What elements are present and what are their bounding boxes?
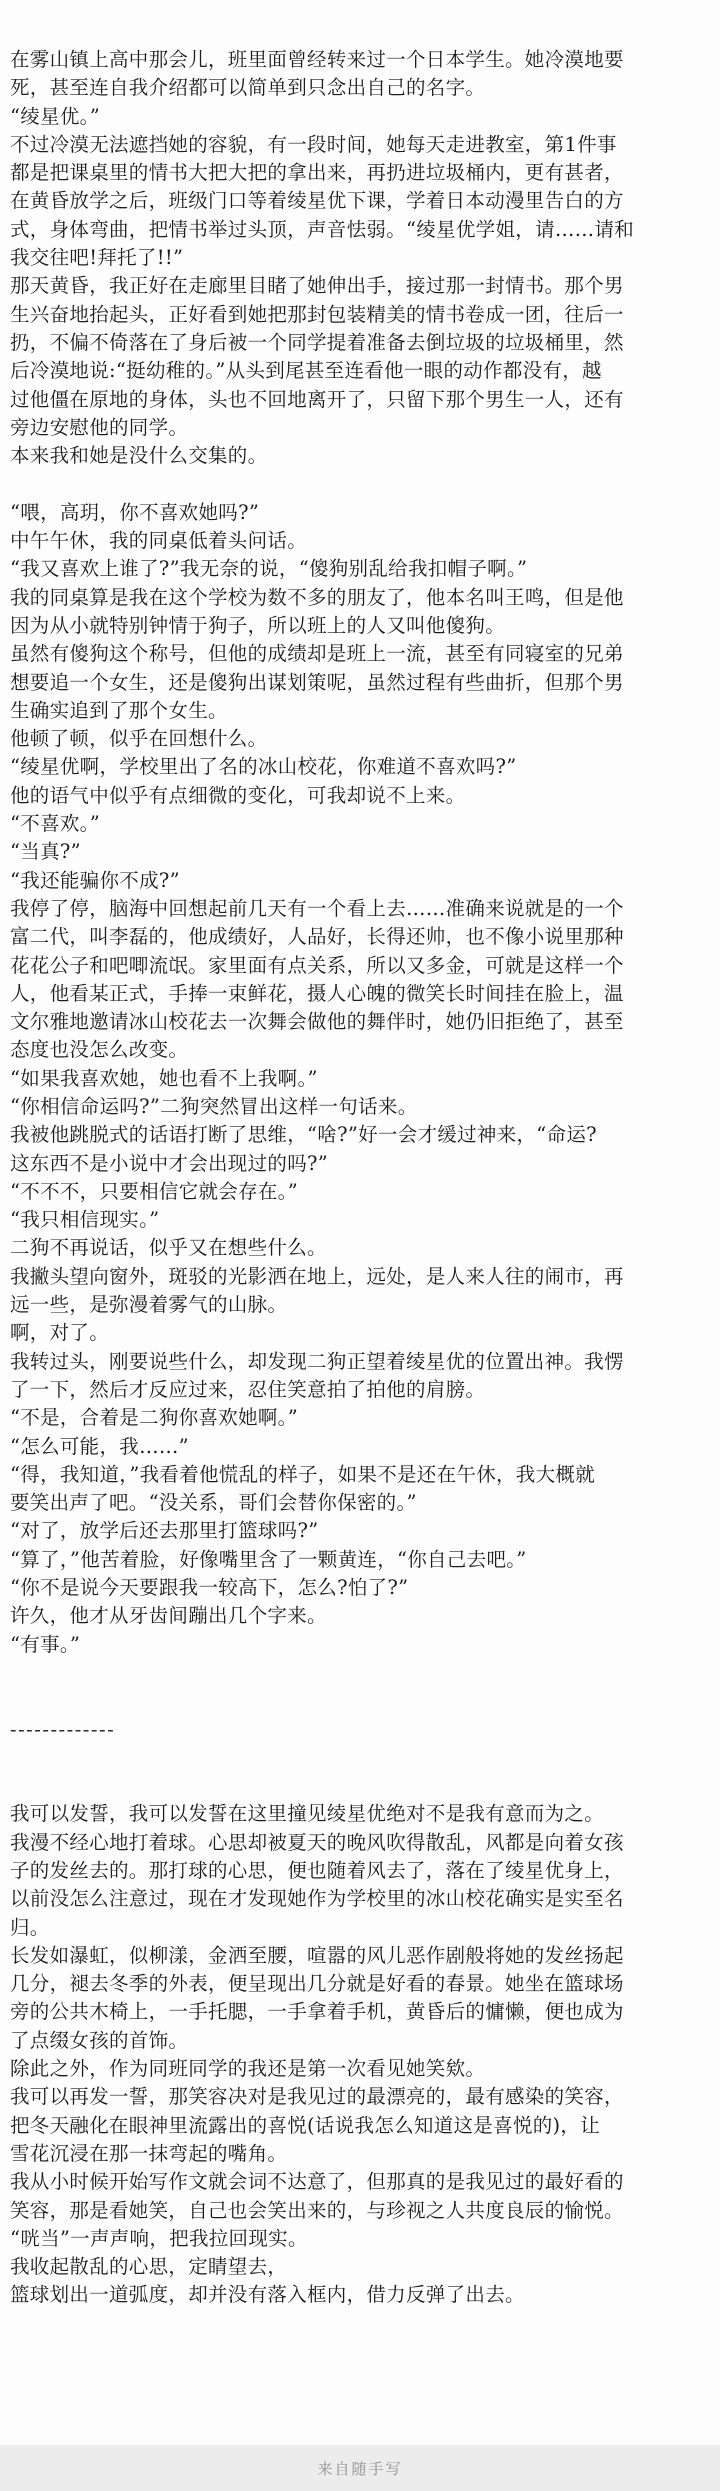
text-line: “不是，合着是二狗你喜欢她啊。” [10,1406,298,1430]
blank-line [10,1772,710,1800]
blank-line [10,470,710,498]
blank-line [10,1659,710,1687]
text-line: 生确实追到了那个女生。 [10,698,228,722]
text-line: 这东西不是小说中才会出现过的吗?” [10,1151,329,1175]
text-line: “不喜欢。” [10,812,100,836]
text-line: 我可以发誓，我可以发誓在这里撞见绫星优绝对不是我有意而为之。 [10,1802,605,1826]
footer-bar [0,2445,720,2491]
text-line: 他顿了顿，似乎在回想什么。 [10,727,268,751]
text-line: “我只相信现实。” [10,1208,160,1232]
text-line: 人，他看某正式，手捧一束鲜花，摄人心魄的微笑长时间挂在脸上，温 [10,981,624,1005]
text-line: 许久，他才从牙齿间蹦出几个字来。 [10,1604,327,1628]
text-line: 二狗不再说话，似乎又在想些什么。 [10,1236,327,1260]
text-line: 几分，褪去冬季的外表，便呈现出几分就是好看的春景。她坐在篮球场 [10,1972,624,1996]
text-line: 在黄昏放学之后，班级门口等着绫星优下课，学着日本动漫里告白的方 [10,189,624,213]
text-line: 远一些，是弥漫着雾气的山脉。 [10,1293,288,1317]
text-line: 中午午休，我的同桌低着头问话。 [10,529,308,553]
text-line: 扔，不偏不倚落在了身后被一个同学提着准备去倒垃圾的垃圾桶里，然 [10,330,624,354]
text-line: 花花公子和吧唧流氓。家里面有点关系，所以又多金，可就是这样一个 [10,953,624,977]
text-line: 旁边安慰他的同学。 [10,415,189,439]
text-line: “怎么可能，我……” [10,1434,189,1458]
text-line: “得，我知道，”我看着他慌乱的样子，如果不是还在午休，我大概就 [10,1462,595,1486]
text-line: “绫星优啊，学校里出了名的冰山校花，你难道不喜欢吗?” [10,755,517,779]
text-line: 想要追一个女生，还是傻狗出谋划策呢，虽然过程有些曲折，但那个男 [10,670,624,694]
text-line: 了一下，然后才反应过来，忍住笑意拍了拍他的肩膀。 [10,1377,486,1401]
text-line: 我收起散乱的心思，定睛望去， [10,2255,288,2279]
text-line: 我转过头，刚要说些什么，却发现二狗正望着绫星优的位置出神。我愣 [10,1349,624,1373]
text-line: “喂，高玥，你不喜欢她吗?” [10,500,260,524]
text-line: “你不是说今天要跟我一较高下，怎么?怕了?” [10,1576,409,1600]
text-line: 旁的公共木椅上，一手托腮，一手拿着手机，黄昏后的慵懒，便也成为 [10,2000,624,2024]
text-line: 要笑出声了吧。“没关系，哥们会替你保密的。” [10,1491,417,1515]
section-divider: ------------- [10,1717,116,1741]
text-line: 了点缀女孩的首饰。 [10,2028,189,2052]
text-line: “绫星优。” [10,104,100,128]
text-line: 啊，对了。 [10,1321,110,1345]
text-line: 式，身体弯曲，把情书举过头顶，声音怯弱。“绫星优学姐，请……请和 [10,217,635,241]
text-line: “当真?” [10,840,81,864]
text-line: 死，甚至连自我介绍都可以简单到只念出自己的名字。 [10,76,486,100]
text-line: 子的发丝去的。那打球的心思，便也随着风去了，落在了绫星优身上， [10,1859,624,1882]
blank-line [10,1744,710,1772]
text-line: “你相信命运吗?”二狗突然冒出这样一句话来。 [10,1094,418,1118]
footer-source-label: 来自随手写 [317,2459,403,2478]
text-line: 我漫不经心地打着球。心思却被夏天的晚风吹得散乱，风都是向着女孩 [10,1830,624,1854]
text-line: 本来我和她是没什么交集的。 [10,444,268,468]
text-line: 长发如瀑虹，似柳漾，金洒至腰，喧嚣的风儿恶作剧般将她的发丝扬起 [10,1943,624,1967]
text-line: “有事。” [10,1632,81,1656]
text-line: “我还能骗你不成?” [10,868,180,892]
text-line: 除此之外，作为同班同学的我还是第一次看见她笑欸。 [10,2057,486,2081]
text-line: “咣当”一声声响，把我拉回现实。 [10,2226,308,2250]
text-line: 我的同桌算是我在这个学校为数不多的朋友了，他本名叫王鸣，但是他 [10,585,624,609]
text-line: 都是把课桌里的情书大把大把的拿出来，再扔进垃圾桶内，更有甚者， [10,161,624,185]
text-line: 篮球划出一道弧度，却并没有落入框内，借力反弹了出去。 [10,2283,525,2307]
text-line: 雪花沉浸在那一抹弯起的嘴角。 [10,2141,288,2165]
text-line: 富二代，叫李磊的，他成绩好，人品好，长得还帅，也不像小说里那种 [10,925,624,949]
text-line: 虽然有傻狗这个称号，但他的成绩却是班上一流，甚至有同寝室的兄弟 [10,642,624,666]
text-line: 因为从小就特别钟情于狗子，所以班上的人又叫他傻狗。 [10,613,506,637]
text-line: “对了，放学后还去那里打篮球吗?” [10,1519,319,1543]
handwritten-text-body [10,46,710,2310]
text-line: 生兴奋地抬起头，正好看到她把那封包装精美的情书卷成一团，往后一 [10,302,624,326]
text-line: “如果我喜欢她，她也看不上我啊。” [10,1066,318,1090]
text-line: 他的语气中似乎有点细微的变化，可我却说不上来。 [10,783,466,807]
text-line: 我撇头望向窗外，斑驳的光影洒在地上，远处，是人来人往的闹市，再 [10,1264,624,1288]
text-line: “算了，”他苦着脸，好像嘴里含了一颗黄连，“你自己去吧。” [10,1547,527,1571]
text-line: 过他僵在原地的身体，头也不回地离开了，只留下那个男生一人，还有 [10,387,624,411]
text-line: 我可以再发一誓，那笑容决对是我见过的最漂亮的，最有感染的笑容， [10,2085,624,2109]
text-line: 归。 [10,1915,50,1939]
text-line: 态度也没怎么改变。 [10,1038,189,1062]
text-line: “我又喜欢上谁了?”我无奈的说，“傻狗别乱给我扣帽子啊。” [10,557,528,581]
text-line: 以前没怎么注意过，现在才发现她作为学校里的冰山校花确实是实至名 [10,1887,624,1911]
text-line: 文尔雅地邀请冰山校花去一次舞会做他的舞伴时，她仍旧拒绝了，甚至 [10,1010,624,1034]
text-line: 笑容，那是看她笑，自己也会笑出来的，与珍视之人共度良辰的愉悦。 [10,2198,624,2222]
text-line: 我停了停，脑海中回想起前几天有一个看上去……准确来说就是的一个 [10,896,624,920]
text-line: 我从小时候开始写作文就会词不达意了，但那真的是我见过的最好看的 [10,2170,624,2194]
text-line: 把冬天融化在眼神里流露出的喜悦(话说我怎么知道这是喜悦的)，让 [10,2113,601,2137]
text-line: “不不不，只要相信它就会存在。” [10,1179,298,1203]
text-line: 我被他跳脱式的话语打断了思维，“啥?”好一会才缓过神来，“命运? [10,1123,597,1147]
text-line: 后冷漠地说:“挺幼稚的。”从头到尾甚至连看他一眼的动作都没有，越 [10,359,602,383]
text-line: 那天黄昏，我正好在走廊里目睹了她伸出手，接过那一封情书。那个男 [10,274,624,298]
text-line: 在雾山镇上高中那会儿，班里面曾经转来过一个日本学生。她冷漠地要 [10,48,624,71]
blank-line [10,1687,710,1715]
text-line: 不过冷漠无法遮挡她的容貌，有一段时间，她每天走进教室，第1件事 [10,132,617,156]
text-line: 我交往吧!拜托了!!” [10,246,184,270]
